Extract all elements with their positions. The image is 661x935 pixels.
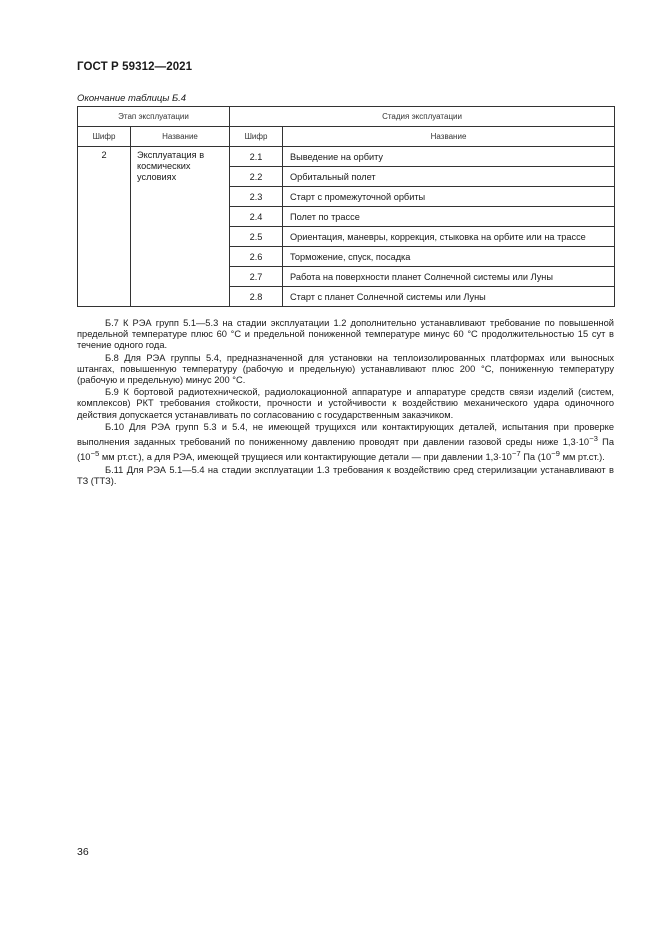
paragraph-b10: Б.10 Для РЭА групп 5.3 и 5.4, не имеющей трущихся или контактирующих деталей, испытания при проверке выполнения заданных требований по пониженному давлению проводят при давлении газовой среды ниже $1,3\cdot 10^{-3}$ Па ($10^{-5}$ мм рт.ст.), а для РЭА, имеющей трущиеся или контактирующие детали — при давлении $1,3\cdot 10^{-7}$ Па ($10^{-9}$ мм рт.ст.). [77,421,614,463]
group-header-phase: Стадия эксплуатации [230,107,615,127]
phase-name: Полет по трассе [283,207,615,227]
phase-code: 2.7 [230,267,283,287]
phase-code: 2.5 [230,227,283,247]
phase-name: Старт с планет Солнечной системы или Луны [283,287,615,307]
paragraph-b9: Б.9 К бортовой радиотехнической, радиолокационной аппаратуре и аппаратуре средств связи изделий (систем, комплексов) РКТ требования стойкости, прочности и устойчивости к воздействию механического удара одиночного действия допускается устанавливать по согласованию с государственным заказчиком. [77,387,614,420]
phase-code: 2.3 [230,187,283,207]
body-text [77,318,614,488]
phase-name: Торможение, спуск, посадка [283,247,615,267]
table-caption: Окончание таблицы Б.4 [77,93,187,104]
table-row [78,147,615,167]
phase-name: Выведение на орбиту [283,147,615,167]
phase-name: Старт с промежуточной орбиты [283,187,615,207]
phase-name: Работа на поверхности планет Солнечной системы или Луны [283,267,615,287]
col-header-name: Название [283,127,615,147]
phase-code: 2.2 [230,167,283,187]
phase-code: 2.8 [230,287,283,307]
document-id: ГОСТ Р 59312—2021 [77,61,193,73]
phase-code: 2.6 [230,247,283,267]
col-header-code: Шифр [230,127,283,147]
stage-code: 2 [78,147,131,307]
page-number: 36 [77,846,89,858]
col-header-name: Название [131,127,230,147]
stages-table [77,106,615,307]
group-header-stage: Этап эксплуатации [78,107,230,127]
col-header-code: Шифр [78,127,131,147]
stage-name: Эксплуатация в космических условиях [131,147,230,307]
paragraph-b11: Б.11 Для РЭА 5.1—5.4 на стадии эксплуатации 1.3 требования к воздействию сред стерилизации устанавливают в ТЗ (ТТЗ). [77,464,614,486]
phase-code: 2.1 [230,147,283,167]
paragraph-b8: Б.8 Для РЭА группы 5.4, предназначенной для установки на теплоизолированных платформах или выносных штангах, повышенную температуру (рабочую и предельную) устанавливают плюс 200 °С, пониженную температуру (рабочую и предельную) минус 200 °С. [77,352,614,386]
phase-name: Ориентация, маневры, коррекция, стыковка на орбите или на трассе [283,227,615,247]
phase-name: Орбитальный полет [283,167,615,187]
paragraph-b7: Б.7 К РЭА групп 5.1—5.3 на стадии эксплуатации 1.2 дополнительно устанавливают требование по повышенной предельной температуре плюс 60 °С и предельной пониженной температуре минус 60 °С продолжительностью 15 сут в течение одного года. [77,318,614,351]
phase-code: 2.4 [230,207,283,227]
